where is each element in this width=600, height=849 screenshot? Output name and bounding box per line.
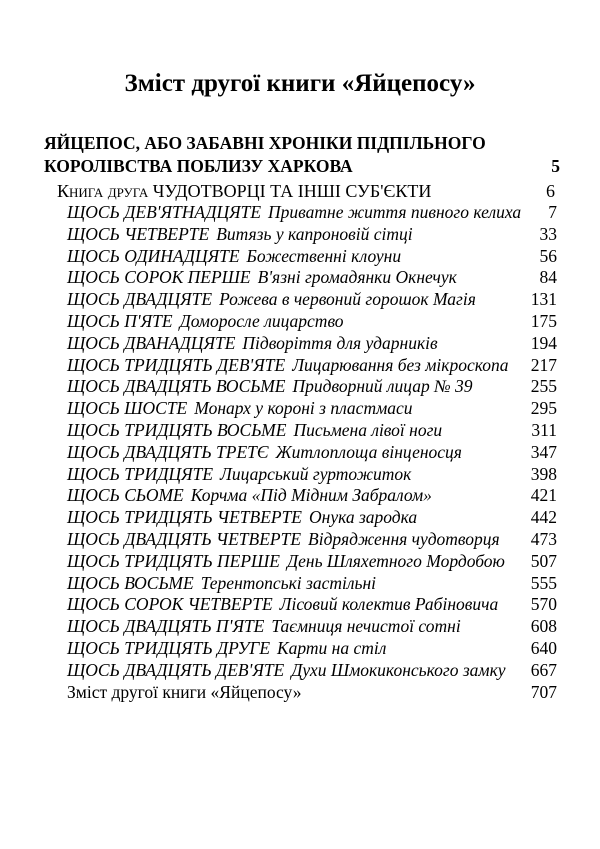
entry-title: Таємниця нечистої сотні [271, 616, 461, 637]
entry-title: Житлоплоща вінценосця [275, 441, 462, 462]
entry-number: ЩОСЬ ШОСТЕ [67, 398, 188, 419]
entry-number: ЩОСЬ ДВАДЦЯТЬ ДЕВ'ЯТЕ [67, 659, 285, 680]
entry-title: Відрядження чудотворця [308, 528, 500, 549]
page-title: Зміст другої книги «Яйцепосу» [124, 70, 476, 97]
entry-number: ЩОСЬ СОРОК ПЕРШЕ [67, 267, 251, 288]
toc-entry [67, 333, 557, 355]
entry-number: ЩОСЬ ТРИДЦЯТЕ [67, 463, 214, 484]
entry-number: ЩОСЬ ОДИНАДЦЯТЕ [67, 245, 240, 266]
toc-list [67, 202, 557, 703]
book-page: 6 [546, 181, 555, 201]
toc-entry [67, 660, 557, 682]
toc-entry [67, 267, 557, 289]
entry-page: 7 [548, 202, 557, 222]
entry-number: ЩОСЬ ДВАДЦЯТЬ П'ЯТЕ [67, 616, 265, 637]
entry-label: Зміст другої книги «Яйцепосу» [67, 681, 302, 702]
entry-page: 398 [530, 463, 557, 484]
toc-entry [67, 289, 557, 311]
entry-page: 217 [530, 354, 557, 375]
book-title: ЧУДОТВОРЦІ ТА ІНШІ СУБ'ЄКТИ [152, 181, 432, 201]
entry-page: 507 [530, 550, 557, 571]
entry-page: 570 [530, 594, 557, 615]
entry-title: Витязь у капроновій сітці [216, 223, 413, 244]
entry-page: 640 [530, 637, 557, 658]
toc-entry-contents [67, 682, 557, 704]
entry-title: Лісовий колектив Рабіновича [279, 594, 499, 615]
entry-page: 255 [530, 376, 557, 397]
entry-number: ЩОСЬ ДВАНАДЦЯТЕ [67, 332, 236, 353]
entry-number: ЩОСЬ ВОСЬМЕ [67, 572, 194, 593]
book-heading-text [57, 179, 431, 203]
entry-page: 707 [530, 681, 557, 702]
entry-title: Підворіття для ударників [242, 332, 438, 353]
entry-title: Рожева в червоний горошок Магія [219, 289, 476, 310]
toc-entry [67, 594, 557, 616]
entry-page: 473 [530, 528, 557, 549]
toc-entry [67, 638, 557, 660]
entry-number: ЩОСЬ ДВАДЦЯТЕ [67, 289, 213, 310]
book-heading [57, 179, 555, 203]
toc-entry [67, 202, 557, 224]
entry-number: ЩОСЬ ТРИДЦЯТЬ ПЕРШЕ [67, 550, 280, 571]
entry-page: 442 [530, 507, 557, 528]
entry-page: 131 [530, 289, 557, 310]
entry-page: 347 [530, 441, 557, 462]
toc-entry [67, 420, 557, 442]
entry-title: Приватне життя пивного келиха [268, 202, 522, 222]
toc-entry [67, 442, 557, 464]
entry-title: Письмена лівої ноги [293, 419, 443, 440]
entry-page: 667 [530, 659, 557, 680]
part-heading-line2-text: КОРОЛІВСТВА ПОБЛИЗУ ХАРКОВА [44, 156, 353, 176]
entry-number: ЩОСЬ ТРИДЦЯТЬ ЧЕТВЕРТЕ [67, 507, 302, 528]
entry-title: Онука зародка [309, 507, 418, 528]
entry-title: Корчма «Під Мідним Забралом» [190, 485, 432, 506]
toc-entry [67, 529, 557, 551]
entry-page: 84 [539, 267, 557, 288]
part-heading [44, 132, 560, 178]
entry-title: День Шляхетного Мордобою [286, 550, 505, 571]
entry-title: Божественні клоуни [246, 245, 402, 266]
toc-entry [67, 573, 557, 595]
toc-entry [67, 355, 557, 377]
entry-number: ЩОСЬ ТРИДЦЯТЬ ДЕВ'ЯТЕ [67, 354, 286, 375]
entry-title: Карти на стіл [277, 637, 387, 658]
toc-entry [67, 507, 557, 529]
book-prefix: Книга друга [57, 181, 149, 201]
entry-number: ЩОСЬ ДЕВ'ЯТНАДЦЯТЕ [67, 202, 262, 222]
entry-number: ЩОСЬ СОРОК ЧЕТВЕРТЕ [67, 594, 273, 615]
entry-page: 175 [530, 310, 557, 331]
entry-title: В'язні громадянки Окнечук [257, 267, 457, 288]
entry-title: Доморосле лицарство [179, 310, 344, 331]
entry-number: ЩОСЬ ДВАДЦЯТЬ ТРЕТЄ [67, 441, 269, 462]
entry-title: Терентопські застільні [200, 572, 377, 593]
entry-number: ЩОСЬ П'ЯТЕ [67, 310, 173, 331]
part-heading-line1: ЯЙЦЕПОС, АБО ЗАБАВНІ ХРОНІКИ ПІДПІЛЬНОГО [44, 133, 486, 153]
toc-entry [67, 485, 557, 507]
entry-title: Придворний лицар № 39 [292, 376, 473, 397]
entry-page: 608 [530, 616, 557, 637]
entry-title: Духи Шмокиконського замку [291, 659, 506, 680]
entry-page: 295 [530, 398, 557, 419]
toc-entry [67, 464, 557, 486]
entry-title: Монарх у короні з пластмаси [194, 398, 413, 419]
entry-page: 33 [539, 223, 557, 244]
entry-page: 421 [530, 485, 557, 506]
toc-entry [67, 616, 557, 638]
toc-entry [67, 398, 557, 420]
entry-page: 311 [531, 419, 557, 440]
entry-page: 555 [530, 572, 557, 593]
entry-page: 56 [539, 245, 557, 266]
entry-number: ЩОСЬ ДВАДЦЯТЬ ЧЕТВЕРТЕ [67, 528, 302, 549]
toc-entry [67, 246, 557, 268]
entry-number: ЩОСЬ ДВАДЦЯТЬ ВОСЬМЕ [67, 376, 286, 397]
entry-number: ЩОСЬ ТРИДЦЯТЬ ДРУГЕ [67, 637, 271, 658]
entry-title: Лицарський гуртожиток [220, 463, 412, 484]
toc-entry [67, 551, 557, 573]
part-heading-page: 5 [551, 156, 560, 176]
toc-entry [67, 311, 557, 333]
entry-page: 194 [530, 332, 557, 353]
toc-entry [67, 224, 557, 246]
part-heading-line2 [44, 155, 560, 178]
entry-number: ЩОСЬ ТРИДЦЯТЬ ВОСЬМЕ [67, 419, 287, 440]
entry-title: Лицарювання без мікроскопа [292, 354, 509, 375]
toc-entry [67, 376, 557, 398]
entry-number: ЩОСЬ ЧЕТВЕРТЕ [67, 223, 210, 244]
entry-number: ЩОСЬ СЬОМЕ [67, 485, 184, 506]
